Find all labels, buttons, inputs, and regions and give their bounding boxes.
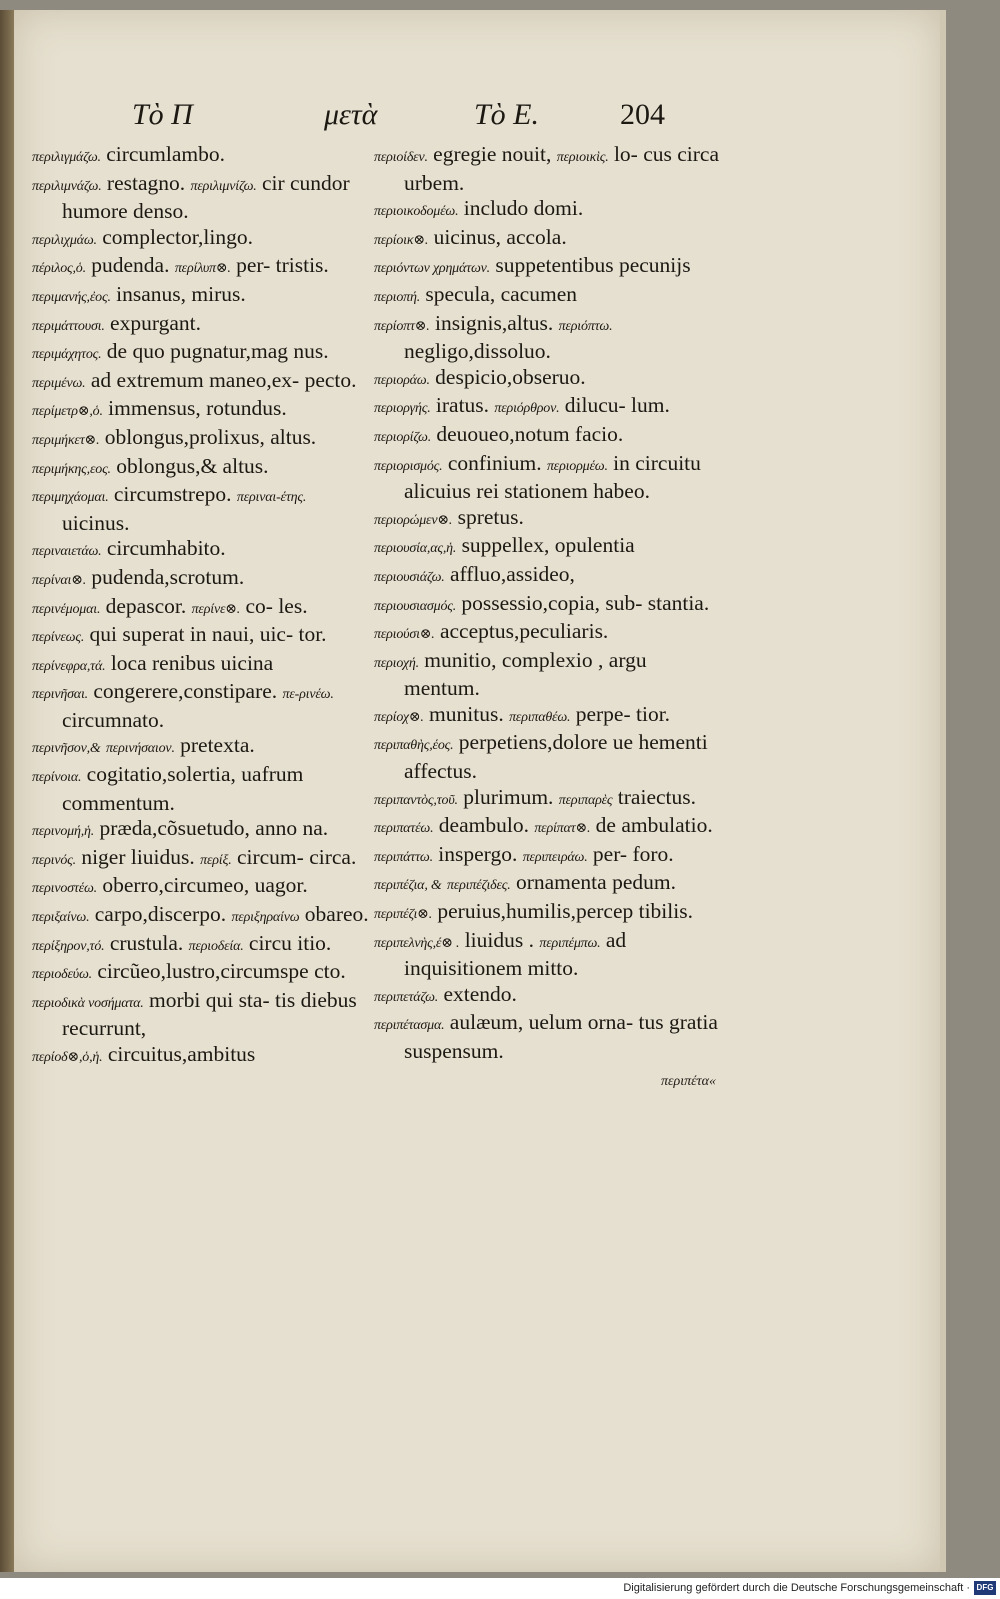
greek-headword: περιμήκης,εος.	[32, 461, 111, 477]
greek-headword: περιμανής,ἐος.	[32, 289, 111, 305]
greek-headword: περιοργής.	[374, 401, 431, 417]
latin-gloss: cir cundor humore denso.	[62, 170, 350, 224]
dictionary-entry	[374, 842, 726, 871]
latin-gloss: deambulo.	[438, 813, 529, 838]
dictionary-entry	[32, 679, 372, 733]
latin-gloss: restagno.	[106, 170, 186, 195]
greek-headword: περιπετάζω.	[374, 989, 439, 1005]
greek-headword: περιοικὶς.	[556, 150, 609, 165]
dictionary-entry	[32, 594, 372, 623]
latin-gloss: specula, cacumen	[425, 281, 577, 306]
greek-headword: περίοικ⊗.	[374, 232, 429, 248]
greek-headword: περίοδ⊗,ὁ,ἡ.	[32, 1050, 103, 1065]
greek-headword: περιμήκετ⊗.	[32, 432, 100, 448]
dictionary-entry	[374, 505, 726, 534]
greek-headword: περιορώμεν⊗.	[374, 512, 453, 528]
dfg-logo: DFG	[974, 1581, 996, 1595]
greek-headword: περίλυπ⊗.	[174, 261, 231, 277]
dictionary-entry	[32, 988, 372, 1042]
latin-gloss: circumhabito.	[106, 536, 226, 561]
latin-gloss: depascor.	[105, 593, 187, 618]
latin-gloss: pudenda,scrotum.	[91, 564, 245, 589]
dictionary-entry	[32, 225, 372, 254]
greek-headword: περινῆσαι.	[32, 687, 88, 703]
latin-gloss: circuitus,ambitus	[107, 1042, 256, 1066]
latin-gloss: possessio,copia, sub- stantia.	[461, 590, 710, 615]
greek-headword: περιουσιασμός.	[374, 598, 457, 614]
latin-gloss: de quo pugnatur,mag nus.	[106, 339, 329, 364]
latin-gloss: ad extremum maneo,ex- pecto.	[90, 367, 357, 392]
latin-gloss: carpo,discerpo.	[94, 902, 227, 927]
latin-gloss: uicinus, accola.	[433, 224, 567, 249]
latin-gloss: aulæum, uelum orna- tus gratia suspensum.	[404, 1010, 718, 1063]
greek-headword: περιπάττω.	[374, 849, 433, 865]
latin-gloss: extendo.	[443, 981, 517, 1006]
greek-headword: περιναιετάω.	[32, 544, 102, 560]
latin-gloss: egregie nouit,	[433, 142, 552, 166]
latin-gloss: crustula.	[109, 930, 184, 955]
latin-gloss: expurgant.	[110, 310, 202, 335]
greek-headword: περιμάττουσι.	[32, 318, 105, 334]
dictionary-entry	[32, 454, 372, 483]
latin-gloss: insignis,altus.	[434, 310, 554, 335]
greek-headword: περινῆσον,&	[32, 741, 101, 757]
dictionary-entry	[374, 813, 726, 842]
greek-headword: περιπαθέω.	[509, 709, 571, 725]
greek-headword: περιμηχάομαι.	[32, 490, 109, 506]
greek-headword: περίναι⊗.	[32, 572, 87, 588]
latin-gloss: oblongus,& altus.	[116, 453, 269, 478]
dictionary-entry	[374, 982, 726, 1011]
greek-headword: περιμάχητος.	[32, 347, 102, 363]
latin-gloss: congerere,constipare.	[93, 679, 278, 704]
book-page	[14, 10, 940, 1572]
dictionary-entry	[32, 651, 372, 680]
dictionary-entry	[374, 899, 726, 928]
latin-gloss: per- tristis.	[236, 253, 329, 278]
latin-gloss: complector,lingo.	[102, 224, 253, 249]
latin-gloss: liuidus .	[464, 927, 534, 952]
greek-headword: περινοστέω.	[32, 881, 97, 897]
latin-gloss: lo- cus circa urbem.	[404, 142, 720, 195]
dictionary-entry	[374, 451, 726, 505]
greek-headword: περιοχή.	[374, 655, 419, 671]
dictionary-entry	[32, 873, 372, 902]
greek-headword: περίξηρον,τό.	[32, 938, 105, 954]
latin-gloss: deuoueo,notum facio.	[436, 421, 624, 446]
page-right-edge	[940, 10, 946, 1572]
catchword: περιπέτα«	[660, 1073, 716, 1089]
dictionary-entry	[32, 142, 372, 171]
dictionary-entry	[374, 619, 726, 648]
dictionary-entry	[374, 422, 726, 451]
greek-headword: περιλιμνάζω.	[32, 178, 102, 194]
latin-gloss: spretus.	[457, 504, 524, 529]
latin-gloss: dilucu- lum.	[564, 393, 670, 418]
dictionary-entry	[32, 282, 372, 311]
dictionary-entry	[374, 311, 726, 365]
latin-gloss: præda,cõsuetudo, anno na.	[99, 816, 329, 841]
latin-gloss: perpetiens,dolore ue hementi affectus.	[404, 730, 708, 784]
greek-headword: περιπέζι⊗.	[374, 907, 433, 923]
greek-headword: περιναι-έτης.	[236, 490, 307, 506]
greek-headword: περιόντων χρημάτων.	[374, 261, 490, 277]
latin-gloss: per- foro.	[592, 841, 674, 866]
dictionary-entry	[32, 368, 372, 397]
greek-headword: περίοπτ⊗.	[374, 318, 430, 334]
greek-headword: περιλιγμάζω.	[32, 150, 101, 165]
latin-gloss: oberro,circumeo, uagor.	[102, 873, 308, 898]
dictionary-entry	[32, 425, 372, 454]
header-center: μετὰ	[324, 98, 378, 131]
dictionary-entry	[374, 282, 726, 311]
latin-gloss: circu itio.	[248, 930, 332, 955]
greek-headword: πε-ρινέω.	[282, 687, 334, 703]
greek-headword: περιπέμπω.	[539, 935, 601, 951]
greek-headword: περιοικοδομέω.	[374, 204, 459, 220]
latin-gloss: plurimum.	[463, 784, 554, 809]
dictionary-entry	[32, 622, 372, 651]
latin-gloss: despicio,obseruo.	[435, 364, 586, 389]
greek-headword: περιούσι⊗.	[374, 627, 435, 643]
greek-headword: περιουσία,ας,ἡ.	[374, 541, 457, 557]
greek-headword: περίπατ⊗.	[534, 821, 591, 837]
greek-headword: περιοδεία.	[188, 938, 244, 954]
dictionary-entry	[374, 870, 726, 899]
greek-headword: περιμένω.	[32, 375, 86, 391]
dictionary-entry	[32, 565, 372, 594]
dictionary-entry	[32, 845, 372, 874]
latin-gloss: in circuitu alicuius rei stationem habeo.	[404, 450, 701, 504]
latin-gloss: munitio, complexio , argu mentum.	[404, 647, 647, 701]
greek-headword: περίνοια.	[32, 770, 82, 786]
greek-headword: περιόπτω.	[558, 318, 613, 334]
dictionary-entry	[32, 311, 372, 340]
latin-gloss: cogitatio,solertia, uafrum commentum.	[62, 762, 304, 815]
greek-headword: περιπελνὴς,έ⊗ .	[374, 935, 460, 951]
greek-headword: περιουσιάζω.	[374, 569, 445, 585]
latin-gloss: uicinus.	[62, 510, 130, 535]
greek-headword: περιξηραίνω	[231, 910, 300, 926]
left-column	[32, 142, 372, 1071]
latin-gloss: peruius,humilis,percep tibilis.	[437, 899, 693, 924]
latin-gloss: traiectus.	[617, 784, 696, 809]
latin-gloss: affluo,assideo,	[449, 561, 575, 586]
dictionary-entry	[32, 733, 372, 762]
dictionary-entry	[32, 339, 372, 368]
greek-headword: περιόρθρον.	[494, 401, 560, 417]
latin-gloss: munitus.	[429, 701, 504, 726]
greek-headword: περιπατέω.	[374, 821, 434, 837]
dictionary-entry	[32, 959, 372, 988]
greek-headword: περιλιχμάω.	[32, 232, 97, 248]
latin-gloss: circumnato.	[62, 707, 165, 732]
latin-gloss: includo domi.	[463, 196, 584, 221]
greek-headword: περιλιμνίζω.	[190, 178, 257, 194]
dictionary-entry	[32, 931, 372, 960]
dictionary-entry	[32, 816, 372, 845]
greek-headword: περίοχ⊗.	[374, 709, 424, 725]
latin-gloss: ad inquisitionem mitto.	[404, 927, 627, 981]
page-binding-edge	[0, 10, 14, 1572]
latin-gloss: morbi qui sta- tis diebus recurrunt,	[62, 987, 357, 1041]
footer-bar	[0, 1578, 1000, 1599]
greek-headword: περιξαίνω.	[32, 910, 90, 926]
greek-headword: περιπαθὴς,έος.	[374, 738, 454, 754]
dictionary-entry	[374, 562, 726, 591]
dictionary-entry	[374, 928, 726, 982]
greek-headword: περινήσαιον.	[105, 741, 175, 757]
greek-headword: περιοράω.	[374, 372, 430, 388]
greek-headword: περιοίδεν.	[374, 150, 428, 165]
latin-gloss: iratus.	[435, 393, 490, 418]
greek-headword: περιοπή.	[374, 289, 420, 305]
dictionary-entry	[374, 196, 726, 225]
greek-headword: περιπέζια, &	[374, 878, 442, 894]
greek-headword: περίμετρ⊗,ὁ.	[32, 404, 103, 420]
latin-gloss: circumlambo.	[106, 142, 226, 166]
dictionary-entry	[32, 396, 372, 425]
latin-gloss: co- les.	[245, 593, 308, 618]
page-number: 204	[620, 98, 665, 131]
greek-headword: περιπειράω.	[522, 849, 588, 865]
dictionary-entry	[374, 1010, 726, 1064]
greek-headword: περίξ.	[200, 852, 232, 868]
latin-gloss: confinium.	[447, 450, 542, 475]
dictionary-entry	[374, 648, 726, 702]
latin-gloss: acceptus,peculiaris.	[439, 619, 609, 644]
dictionary-entry	[374, 785, 726, 814]
running-header	[14, 98, 940, 138]
dictionary-entry	[374, 365, 726, 394]
dictionary-entry	[32, 536, 372, 565]
latin-gloss: qui superat in naui, uic- tor.	[89, 622, 327, 647]
greek-headword: περίνεφρα,τά.	[32, 658, 106, 674]
dictionary-entry	[32, 253, 372, 282]
latin-gloss: suppellex, opulentia	[461, 533, 635, 558]
latin-gloss: circũeo,lustro,circumspe cto.	[97, 959, 346, 984]
greek-headword: περιοδεύω.	[32, 967, 92, 983]
header-right: Τὸ Ε.	[474, 98, 540, 131]
latin-gloss: obareo.	[304, 902, 369, 927]
greek-headword: περίνεως.	[32, 630, 85, 646]
greek-headword: περιπέτασμα.	[374, 1018, 445, 1034]
latin-gloss: perpe- tior.	[575, 701, 671, 726]
dictionary-entry	[32, 902, 372, 931]
latin-gloss: niger liuidus.	[81, 844, 195, 869]
greek-headword: πέριλος,ὁ.	[32, 261, 86, 277]
latin-gloss: circum- circa.	[236, 844, 357, 869]
latin-gloss: circumstrepo.	[113, 482, 232, 507]
dictionary-entry	[374, 393, 726, 422]
greek-headword: περιορίζω.	[374, 429, 432, 445]
dictionary-entry	[374, 533, 726, 562]
dictionary-entry	[32, 171, 372, 225]
greek-headword: περιορισμός.	[374, 458, 443, 474]
greek-headword: περιοδικὰ νοσήματα.	[32, 995, 144, 1011]
greek-headword: περιπέζιδες.	[447, 878, 511, 894]
dictionary-entry	[32, 1042, 372, 1071]
latin-gloss: oblongus,prolixus, altus.	[104, 424, 317, 449]
footer-credit: Digitalisierung gefördert durch die Deutsche Forschungsgemeinschaft ·	[623, 1582, 970, 1594]
dictionary-entry	[374, 591, 726, 620]
greek-headword: περινομή,ἡ.	[32, 824, 95, 840]
latin-gloss: insanus, mirus.	[116, 281, 246, 306]
latin-gloss: inspergo.	[438, 841, 518, 866]
latin-gloss: pudenda.	[91, 253, 170, 278]
latin-gloss: suppetentibus pecunijs	[495, 253, 691, 278]
latin-gloss: de ambulatio.	[595, 813, 713, 838]
dictionary-entry	[32, 762, 372, 816]
dictionary-entry	[374, 225, 726, 254]
greek-headword: περινός.	[32, 852, 76, 868]
greek-headword: περιορμέω.	[546, 458, 608, 474]
greek-headword: περιπαντὸς,τοῦ.	[374, 792, 458, 808]
dictionary-entry	[374, 702, 726, 731]
greek-headword: περίνε⊗.	[191, 601, 241, 617]
dictionary-entry	[32, 482, 372, 536]
latin-gloss: ornamenta pedum.	[515, 870, 676, 895]
greek-headword: περινέμομαι.	[32, 601, 101, 617]
latin-gloss: immensus, rotundus.	[108, 396, 287, 421]
latin-gloss: negligo,dissoluo.	[404, 339, 551, 364]
greek-headword: περιπαρὲς	[558, 792, 613, 808]
latin-gloss: loca renibus uicina	[110, 650, 274, 675]
dictionary-entry	[374, 730, 726, 784]
dictionary-entry	[374, 253, 726, 282]
dictionary-entry	[374, 142, 726, 196]
right-column	[374, 142, 726, 1094]
header-left: Τὸ Π	[132, 98, 193, 131]
latin-gloss: pretexta.	[180, 733, 255, 758]
